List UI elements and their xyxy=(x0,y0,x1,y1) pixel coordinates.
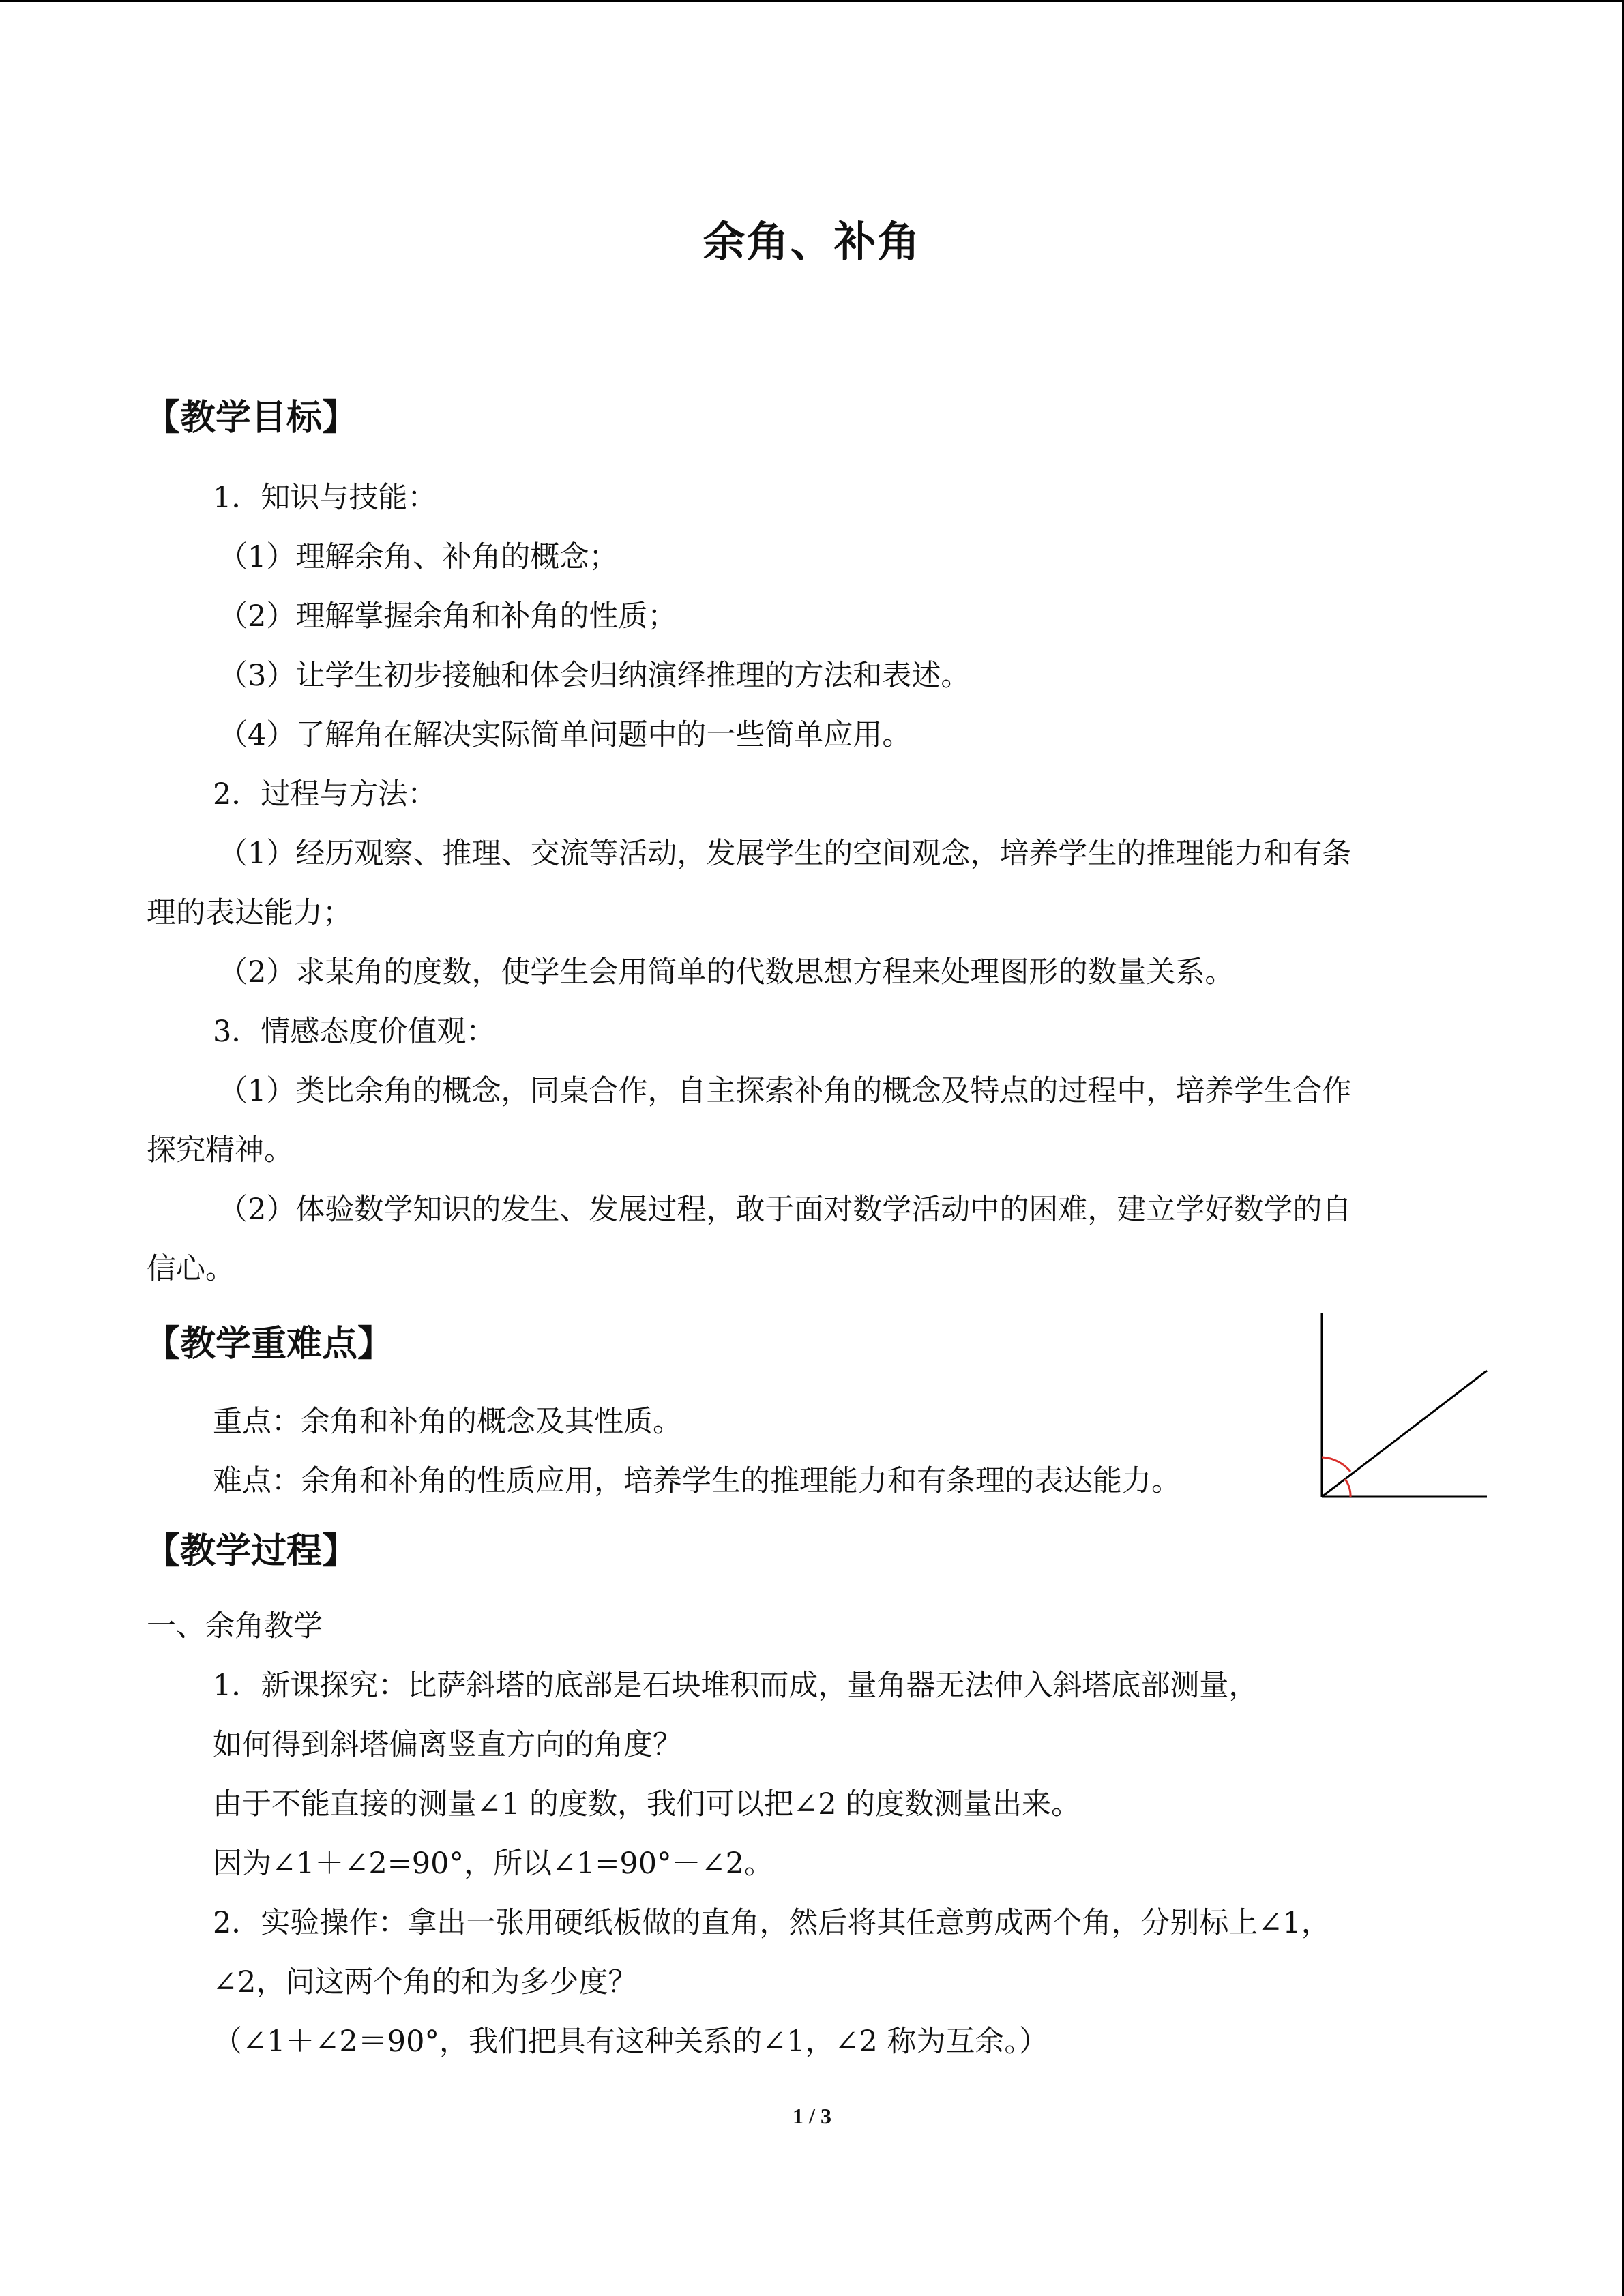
process-s2-line1: 2．实验操作：拿出一张用硬纸板做的直角，然后将其任意剪成两个角，分别标上∠1， xyxy=(213,1906,1331,1940)
objective-process-title: 2．过程与方法： xyxy=(213,777,437,811)
process-s1-line1: 1．新课探究：比萨斜塔的底部是石块堆积而成，量角器无法伸入斜塔底部测量， xyxy=(213,1669,1258,1703)
process-s1-line2: 如何得到斜塔偏离竖直方向的角度？ xyxy=(213,1728,682,1762)
objective-e1-line2: 探究精神。 xyxy=(147,1133,293,1167)
objective-emotion-title: 3．情感态度价值观： xyxy=(213,1015,496,1049)
page-number: 1 / 3 xyxy=(793,2104,831,2128)
complementary-angle-figure xyxy=(1310,1313,1494,1504)
process-s2-line2: ∠2，问这两个角的和为多少度？ xyxy=(213,1965,638,1999)
objective-knowledge-title: 1．知识与技能： xyxy=(213,481,437,515)
document-title: 余角、补角 xyxy=(703,217,921,267)
middle-ray xyxy=(1322,1371,1487,1497)
angle-2-arc xyxy=(1345,1479,1350,1497)
key-point-difficulty: 难点：余角和补角的性质应用，培养学生的推理能力和有条理的表达能力。 xyxy=(213,1464,1181,1498)
process-s2-line3: （∠1＋∠2＝90°，我们把具有这种关系的∠1，∠2 称为互余。） xyxy=(213,2025,1048,2059)
heading-key-points: 【教学重难点】 xyxy=(145,1324,394,1365)
objective-e1-line1: （1）类比余角的概念，同桌合作，自主探索补角的概念及特点的过程中，培养学生合作 xyxy=(218,1074,1352,1108)
objective-k3: （3）让学生初步接触和体会归纳演绎推理的方法和表述。 xyxy=(218,659,971,693)
objective-k2: （2）理解掌握余角和补角的性质； xyxy=(218,599,677,633)
angle-1-arc xyxy=(1322,1457,1350,1472)
heading-objectives: 【教学目标】 xyxy=(145,398,358,438)
objective-k1: （1）理解余角、补角的概念； xyxy=(218,540,619,574)
objective-p2: （2）求某角的度数，使学生会用简单的代数思想方程来处理图形的数量关系。 xyxy=(218,955,1235,989)
objective-p1-line1: （1）经历观察、推理、交流等活动，发展学生的空间观念，培养学生的推理能力和有条 xyxy=(218,837,1352,871)
heading-process: 【教学过程】 xyxy=(145,1531,358,1572)
objective-p1-line2: 理的表达能力； xyxy=(147,896,352,930)
objective-e2-line1: （2）体验数学知识的发生、发展过程，敢于面对数学活动中的困难，建立学好数学的自 xyxy=(218,1193,1352,1227)
objective-e2-line2: 信心。 xyxy=(147,1252,235,1286)
process-s1-line4: 因为∠1＋∠2=90°，所以∠1=90°－∠2。 xyxy=(213,1847,774,1881)
process-s1-line3: 由于不能直接的测量∠1 的度数，我们可以把∠2 的度数测量出来。 xyxy=(213,1787,1081,1821)
page-border-top xyxy=(0,0,1624,2)
process-section-1: 一、余角教学 xyxy=(147,1609,323,1643)
objective-k4: （4）了解角在解决实际简单问题中的一些简单应用。 xyxy=(218,718,912,752)
key-point-focus: 重点：余角和补角的概念及其性质。 xyxy=(213,1405,682,1439)
